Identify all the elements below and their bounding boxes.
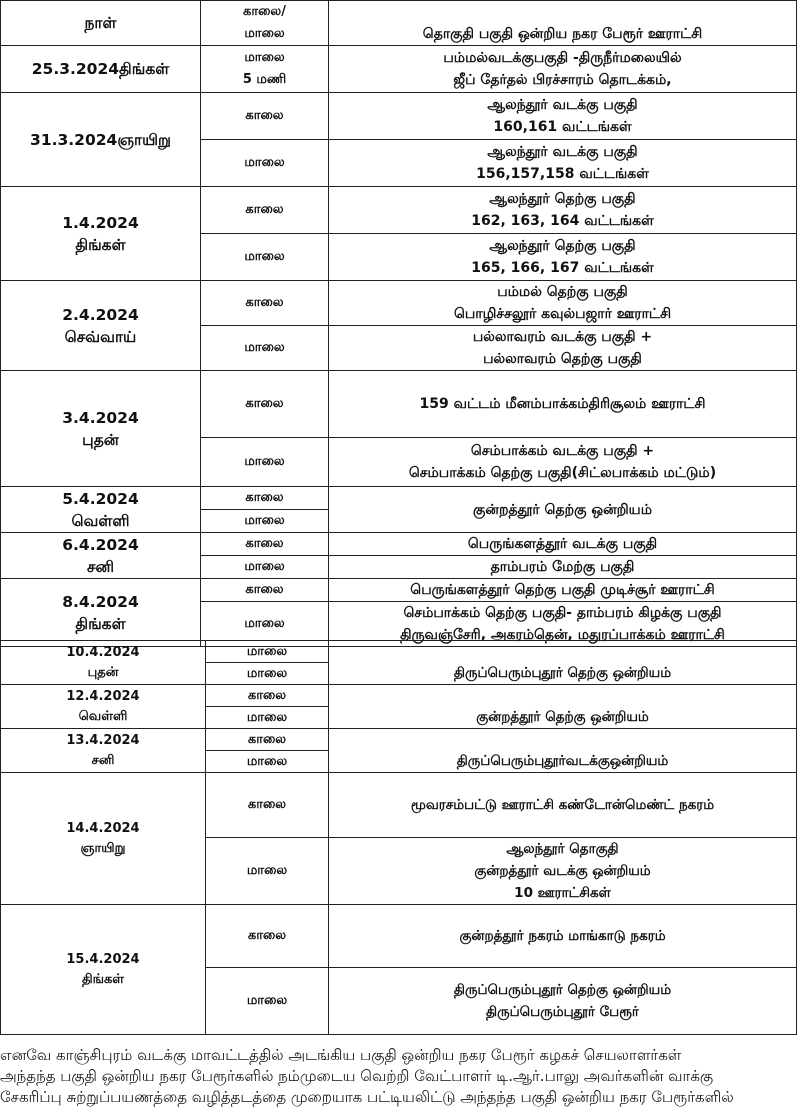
cell-line: சனி — [91, 752, 115, 768]
cell-line: ஆலந்தூர் வடக்கு பகுதி — [487, 144, 638, 160]
cell-line: காலை — [245, 396, 284, 411]
date-cell — [1, 685, 206, 729]
cell-line: திங்கள் — [81, 971, 125, 987]
cell-line: பம்மல்வடக்குபகுதி -திருநீர்மலையில் — [443, 50, 682, 66]
cell-line: காலை — [245, 582, 284, 597]
cell-line: 165, 166, 167 வட்டங்கள் — [471, 260, 654, 276]
area-cell — [329, 729, 797, 773]
area-cell — [329, 281, 797, 326]
area-cell — [329, 905, 797, 968]
session-cell — [206, 773, 329, 838]
area-cell — [329, 773, 797, 838]
cell-line: மாலை — [244, 50, 285, 65]
cell-line: காலை — [247, 731, 287, 747]
table-row — [1, 487, 797, 510]
date-cell — [1, 641, 206, 685]
session-cell — [201, 487, 329, 510]
cell-line: பெருங்களத்தூர் வடக்கு பகுதி — [467, 536, 658, 552]
table-row — [1, 371, 797, 438]
cell-line: செவ்வாய் — [64, 327, 137, 346]
cell-line: மாலை — [244, 340, 285, 355]
cell-line: புதன் — [82, 430, 119, 449]
cell-line: 13.4.2024 — [66, 732, 140, 748]
area-cell — [329, 371, 797, 438]
cell-line: 10 ஊராட்சிகள் — [514, 885, 611, 901]
closing-paragraph — [0, 1045, 800, 1108]
cell-line: பொழிச்சலூர் கவுல்பஜார் ஊராட்சி — [453, 306, 672, 322]
session-cell — [201, 533, 329, 556]
cell-line: காலை — [245, 202, 284, 217]
session-cell — [206, 663, 329, 685]
area-cell — [329, 685, 797, 729]
header-session — [201, 1, 329, 46]
cell-line: ஞாயிறு — [80, 840, 126, 856]
table-row — [1, 533, 797, 556]
cell-line: மாலை — [244, 454, 285, 469]
cell-line: 10.4.2024 — [66, 644, 140, 660]
cell-line: மாலை — [246, 753, 288, 769]
date-cell — [1, 729, 206, 773]
cell-line: புதன் — [87, 664, 119, 680]
cell-line: 156,157,158 வட்டங்கள் — [476, 166, 649, 182]
area-cell — [329, 46, 797, 93]
cell-line: 2.4.2024 — [62, 305, 139, 324]
session-cell — [201, 93, 329, 140]
session-cell — [201, 187, 329, 234]
cell-line: காலை — [245, 490, 284, 505]
cell-line: வெள்ளி — [71, 511, 130, 530]
area-cell — [329, 234, 797, 281]
cell-line: பெருங்களத்தூர் தெற்கு பகுதி முடிச்சூர் ஊராட்சி — [410, 582, 715, 598]
cell-line: காலை — [245, 108, 284, 123]
area-cell — [329, 579, 797, 602]
cell-line: மாலை — [244, 616, 285, 631]
cell-line: குன்றத்தூர் நகரம் மாங்காடு நகரம் — [459, 928, 666, 944]
session-cell — [206, 685, 329, 707]
cell-line: தாம்பரம் மேற்கு பகுதி — [490, 559, 635, 575]
cell-line: 6.4.2024 — [62, 535, 139, 554]
paragraph-line: சேகரிப்பு சுற்றுப்பயணத்தை வழித்தடத்தை முறையாக பட்டியலிட்டு அந்தந்த பகுதி ஒன்றிய நகர பேரூர்களில் — [0, 1088, 734, 1106]
cell-line: திங்கள் — [75, 614, 126, 633]
cell-line: மூவரசம்பட்டு ஊராட்சி கண்டோன்மெண்ட் நகரம் — [410, 797, 715, 813]
cell-line: 3.4.2024 — [62, 408, 139, 427]
date-cell — [1, 371, 201, 487]
table-row — [1, 187, 797, 234]
cell-line: காலை — [247, 797, 287, 812]
session-cell — [206, 729, 329, 751]
cell-line: திருப்பெரும்புதூர் பேரூர் — [486, 1004, 639, 1020]
cell-line: மாலை — [246, 863, 288, 878]
paragraph-line: அந்தந்த பகுதி ஒன்றிய நகர பேரூர்களில் நம்முடைய வெற்றி வேட்பாளர் டி.ஆர்.பாலு அவர்களின் வாக்கு — [0, 1067, 714, 1085]
cell-line: காலை/ — [243, 4, 286, 19]
session-cell — [206, 707, 329, 729]
session-cell — [201, 234, 329, 281]
cell-line: திங்கள் — [75, 235, 126, 254]
cell-line: குன்றத்தூர் தெற்கு ஒன்றியம் — [476, 709, 649, 725]
paragraph-line: எனவே காஞ்சிபுரம் வடக்கு மாவட்டத்தில் அடங்கிய பகுதி ஒன்றிய நகர பேரூர் கழகச் செயலாளர்கள் — [0, 1046, 682, 1064]
cell-line: மாலை — [244, 26, 285, 41]
date-cell — [1, 905, 206, 1035]
cell-line: பல்லாவரம் தெற்கு பகுதி — [483, 351, 642, 367]
session-cell — [201, 281, 329, 326]
cell-line: ஆலந்தூர் வடக்கு பகுதி — [487, 97, 638, 113]
table-row — [1, 281, 797, 326]
cell-line: 14.4.2024 — [66, 820, 140, 836]
date-cell — [1, 773, 206, 905]
date-cell — [1, 281, 201, 371]
cell-line: மாலை — [246, 993, 288, 1008]
table-row — [1, 579, 797, 602]
cell-line: குன்றத்தூர் தெற்கு ஒன்றியம் — [473, 501, 652, 518]
date-cell — [1, 487, 201, 533]
cell-line: 31.3.2024ஞாயிறு — [30, 130, 171, 149]
cell-line: 159 வட்டம் மீனம்பாக்கம்திரிசூலம் ஊராட்சி — [419, 396, 706, 412]
cell-line: காலை — [245, 295, 284, 310]
session-cell — [201, 371, 329, 438]
cell-line: திருவஞ்சேரி, அகரம்தென், மதுரப்பாக்கம் ஊராட்சி — [400, 627, 725, 643]
cell-line: 15.4.2024 — [66, 951, 140, 967]
session-cell — [201, 438, 329, 487]
area-cell — [329, 93, 797, 140]
cell-line: திருப்பெரும்புதூர்வடக்குஒன்றியம் — [456, 753, 669, 769]
header-date — [1, 1, 201, 46]
cell-line: 8.4.2024 — [62, 592, 139, 611]
table-row — [1, 729, 797, 751]
cell-line: காலை — [245, 536, 284, 551]
area-cell — [329, 140, 797, 187]
cell-line: ஆலந்தூர் தெற்கு பகுதி — [489, 238, 636, 254]
table-row — [1, 905, 797, 968]
cell-line: ஆலந்தூர் தெற்கு பகுதி — [489, 191, 636, 207]
cell-line: வெள்ளி — [78, 708, 128, 724]
area-cell — [329, 326, 797, 371]
session-cell — [201, 579, 329, 602]
cell-line: மாலை — [244, 513, 285, 528]
table-row — [1, 773, 797, 838]
cell-line: செம்பாக்கம் தெற்கு பகுதி(சிட்லபாக்கம் மட்டும்) — [408, 465, 717, 481]
cell-line: பல்லாவரம் வடக்கு பகுதி + — [472, 329, 653, 345]
session-cell — [206, 905, 329, 968]
session-cell — [201, 46, 329, 93]
cell-line: 5 மணி — [242, 72, 287, 87]
cell-line: 25.3.2024திங்கள் — [31, 60, 170, 78]
cell-line: காலை — [247, 687, 287, 703]
session-cell — [201, 510, 329, 533]
area-cell — [329, 968, 797, 1035]
header-area — [329, 1, 797, 46]
table-row — [1, 46, 797, 93]
schedule-table-part-2 — [0, 640, 797, 1035]
header-date-label: நாள் — [84, 14, 117, 32]
session-cell — [206, 751, 329, 773]
area-cell — [329, 533, 797, 556]
cell-line: செம்பாக்கம் வடக்கு பகுதி + — [470, 443, 655, 459]
header-area-label: தொகுதி பகுதி ஒன்றிய நகர பேரூர் ஊராட்சி — [422, 26, 703, 42]
area-cell — [329, 438, 797, 487]
cell-line: குன்றத்தூர் வடக்கு ஒன்றியம் — [474, 863, 651, 879]
cell-line: 1.4.2024 — [62, 213, 139, 232]
cell-line: காலை — [247, 928, 287, 943]
area-cell — [329, 838, 797, 905]
cell-line: மாலை — [246, 643, 288, 659]
area-cell — [329, 487, 797, 533]
cell-line: 5.4.2024 — [62, 489, 139, 508]
cell-line: செம்பாக்கம் தெற்கு பகுதி- தாம்பரம் கிழக்கு பகுதி — [403, 605, 722, 621]
cell-line: மாலை — [244, 559, 285, 574]
session-cell — [206, 838, 329, 905]
table-row — [1, 93, 797, 140]
session-cell — [201, 326, 329, 371]
cell-line: மாலை — [246, 709, 288, 725]
cell-line: மாலை — [246, 665, 288, 681]
date-cell — [1, 187, 201, 281]
area-cell — [329, 641, 797, 685]
header-row — [1, 1, 797, 46]
cell-line: பம்மல் தெற்கு பகுதி — [497, 284, 628, 300]
cell-line: 162, 163, 164 வட்டங்கள் — [471, 213, 654, 229]
date-cell — [1, 93, 201, 187]
session-cell — [201, 140, 329, 187]
session-cell — [201, 556, 329, 579]
cell-line: 12.4.2024 — [66, 688, 140, 704]
cell-line: ஆலந்தூர் தொகுதி — [506, 841, 619, 857]
session-cell — [206, 968, 329, 1035]
area-cell — [329, 556, 797, 579]
date-cell — [1, 533, 201, 579]
cell-line: ஜீப் தேர்தல் பிரச்சாரம் தொடக்கம், — [453, 72, 672, 88]
cell-line: திருப்பெரும்புதூர் தெற்கு ஒன்றியம் — [453, 982, 672, 998]
cell-line: திருப்பெரும்புதூர் தெற்கு ஒன்றியம் — [453, 665, 672, 681]
table-row — [1, 685, 797, 707]
date-cell — [1, 46, 201, 93]
cell-line: மாலை — [244, 249, 285, 264]
cell-line: மாலை — [244, 155, 285, 170]
date-cell — [1, 579, 201, 647]
table-row — [1, 641, 797, 663]
cell-line: 160,161 வட்டங்கள் — [493, 119, 632, 135]
session-cell — [206, 641, 329, 663]
cell-line: சனி — [86, 557, 115, 576]
area-cell — [329, 187, 797, 234]
